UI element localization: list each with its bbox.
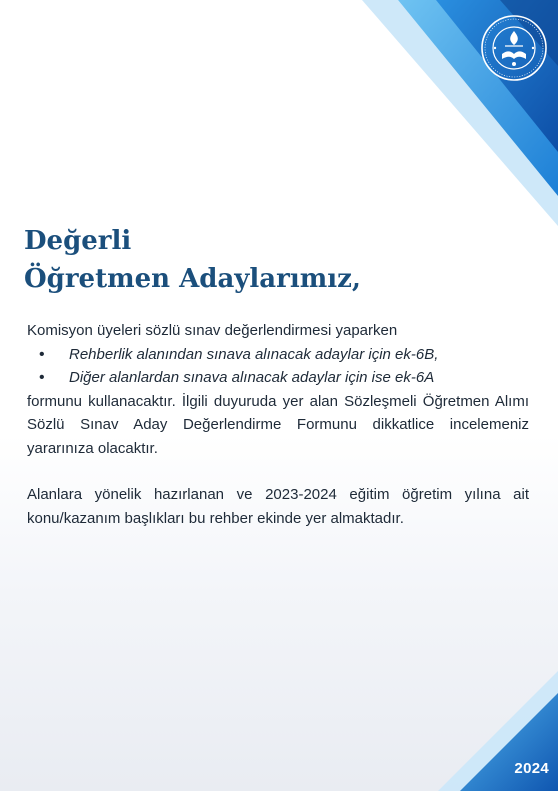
list-item: • Rehberlik alanından sınava alınacak adaylar için ek-6B,: [27, 343, 529, 367]
title-line-1: Değerli: [24, 226, 132, 256]
body-text: [27, 319, 529, 530]
form-list: [27, 343, 529, 390]
paragraph-topics: Alanlara yönelik hazırlanan ve 2023-2024 eğitim öğretim yılına ait konu/kazanım başlıkları bu rehber ekinde yer almaktadır.: [27, 486, 529, 527]
title-line-2: Öğretmen Adaylarımız,: [24, 264, 361, 294]
year-label: 2024: [514, 760, 549, 777]
ministry-seal-icon: [480, 14, 548, 82]
corner-decoration-top: [0, 0, 558, 260]
page-title: [24, 222, 361, 298]
list-item: • Diğer alanlardan sınava alınacak adaylar için ise ek-6A: [27, 366, 529, 390]
intro-text: Komisyon üyeleri sözlü sınav değerlendirmesi yaparken: [27, 322, 398, 339]
paragraph-forms: formunu kullanacaktır. İlgili duyuruda yer alan Sözleşmeli Öğretmen Alımı Sözlü Sınav Aday Değerlendirme Formunu dikkatlice incelemeniz yararınıza olacaktır.: [27, 392, 529, 457]
